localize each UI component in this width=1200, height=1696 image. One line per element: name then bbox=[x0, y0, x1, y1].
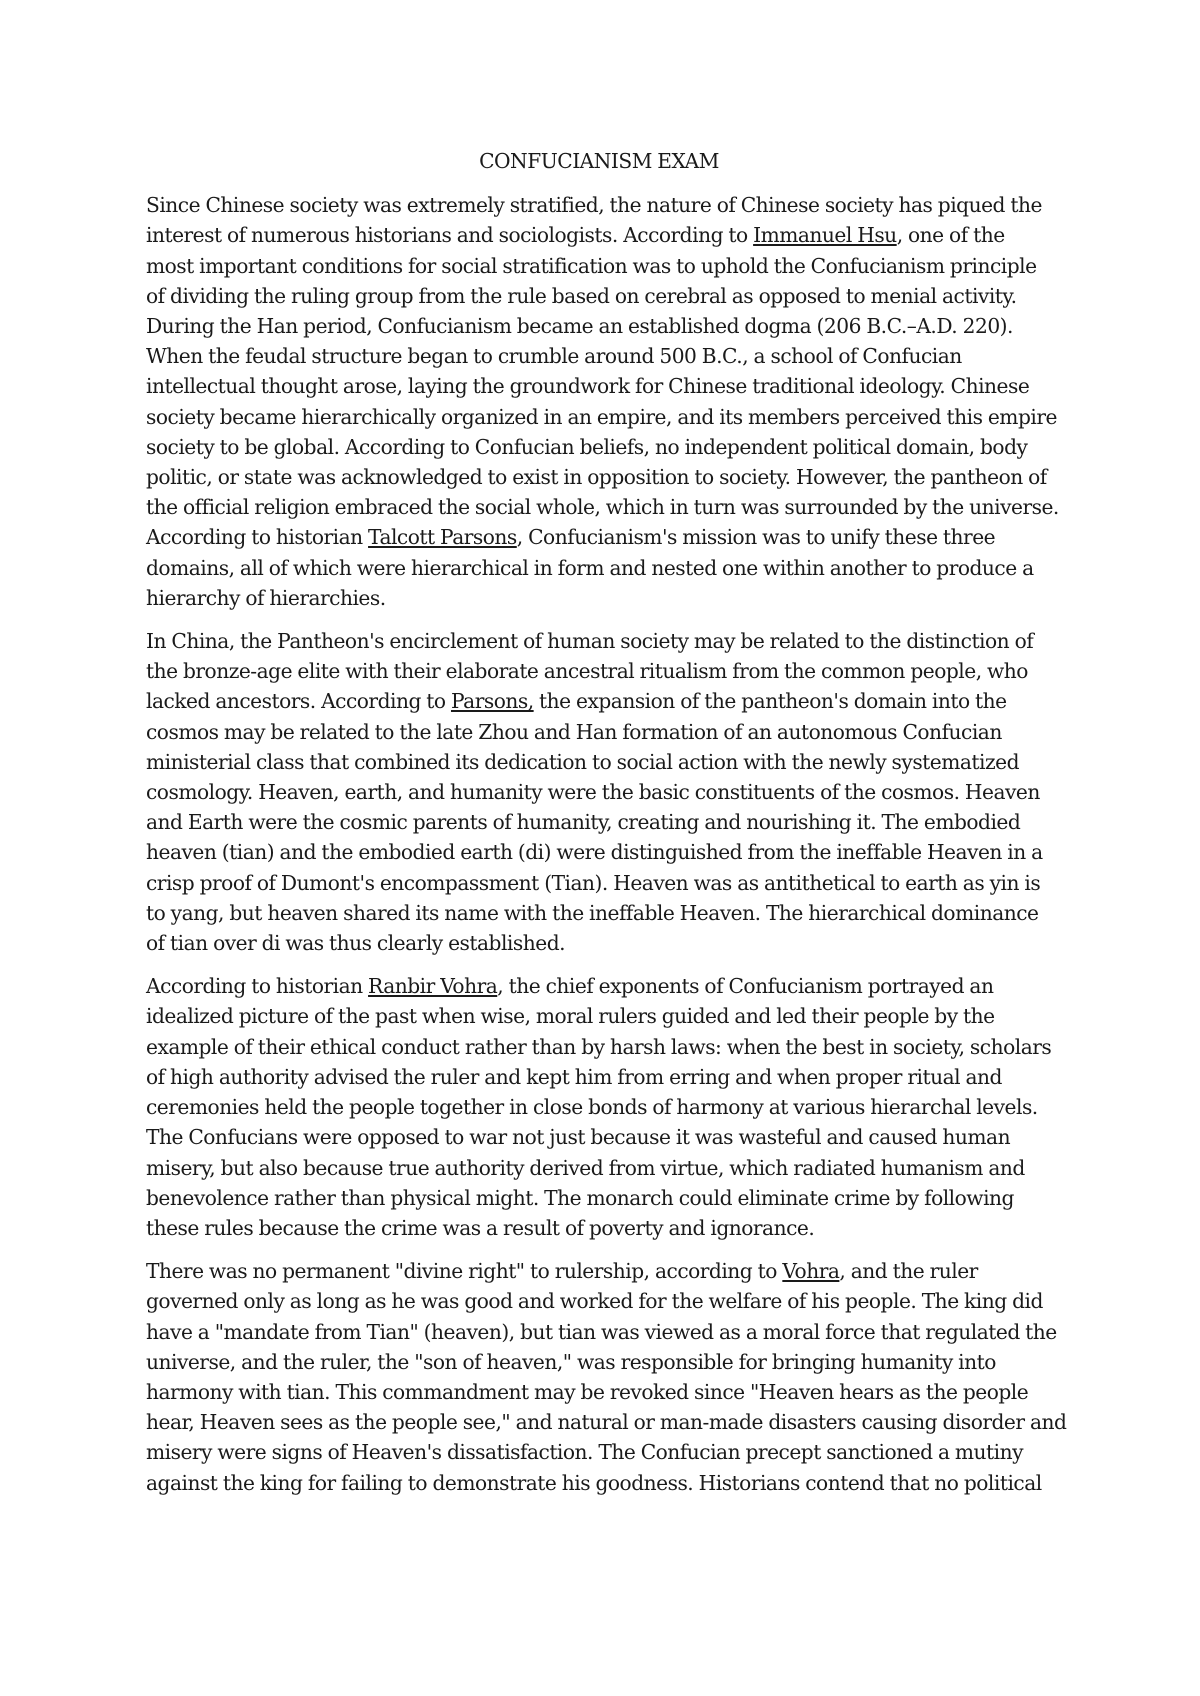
text-line: of tian over di was thus clearly established. bbox=[146, 931, 566, 956]
text-line: domains, all of which were hierarchical in form and nested one within another to produce a bbox=[146, 555, 1034, 580]
text-segment: , one of the bbox=[896, 223, 1005, 248]
text-line: ministerial class that combined its dedication to social action with the newly systematized bbox=[146, 749, 1019, 774]
document-title: CONFUCIANISM EXAM bbox=[479, 149, 719, 173]
link-vohra[interactable]: Vohra bbox=[782, 1259, 840, 1284]
link-parsons[interactable]: Parsons, bbox=[450, 689, 534, 714]
text-line: The Confucians were opposed to war not just because it was wasteful and caused human bbox=[146, 1125, 1011, 1150]
text-line: cosmology. Heaven, earth, and humanity were the basic constituents of the cosmos. Heaven bbox=[146, 780, 1040, 805]
text-line: Since Chinese society was extremely stratified, the nature of Chinese society has piqued the bbox=[146, 193, 1042, 218]
text-segment: the expansion of the pantheon's domain into the bbox=[533, 689, 1007, 714]
text-line: hierarchy of hierarchies. bbox=[146, 585, 386, 610]
text-line: most important conditions for social stratification was to uphold the Confucianism principle bbox=[146, 253, 1037, 278]
text-line: example of their ethical conduct rather than by harsh laws: when the best in society, scholars bbox=[146, 1034, 1052, 1059]
text-line: heaven (tian) and the embodied earth (di) were distinguished from the ineffable Heaven in a bbox=[146, 840, 1043, 865]
paragraph-4 bbox=[146, 1256, 1067, 1498]
text-line: society to be global. According to Confucian beliefs, no independent political domain, body bbox=[146, 434, 1028, 459]
text-line: governed only as long as he was good and worked for the welfare of his people. The king did bbox=[146, 1289, 1043, 1314]
text-line: these rules because the crime was a result of poverty and ignorance. bbox=[146, 1215, 815, 1240]
text-line bbox=[146, 971, 1052, 1001]
text-line bbox=[146, 220, 1052, 250]
document-body bbox=[146, 146, 1067, 1511]
text-line: When the feudal structure began to crumble around 500 B.C., a school of Confucian bbox=[146, 344, 962, 369]
text-line: the official religion embraced the social whole, which in turn was surrounded by the universe. bbox=[146, 495, 1059, 520]
text-line: harmony with tian. This commandment may be revoked since "Heaven hears as the people bbox=[146, 1379, 1029, 1404]
text-line bbox=[146, 1256, 1052, 1286]
text-line bbox=[146, 686, 1052, 716]
text-line: In China, the Pantheon's encirclement of human society may be related to the distinction of bbox=[146, 629, 1034, 654]
text-line: to yang, but heaven shared its name with the ineffable Heaven. The hierarchical dominance bbox=[146, 900, 1039, 925]
text-segment: According to historian bbox=[146, 525, 369, 550]
text-line: have a "mandate from Tian" (heaven), but tian was viewed as a moral force that regulated the bbox=[146, 1319, 1057, 1344]
text-line: ceremonies held the people together in close bonds of harmony at various hierarchal levels. bbox=[146, 1095, 1038, 1120]
text-line: hear, Heaven sees as the people see," and natural or man-made disasters causing disorder and bbox=[146, 1410, 1067, 1435]
text-line: universe, and the ruler, the "son of heaven," was responsible for bringing humanity into bbox=[146, 1349, 996, 1374]
paragraph-1 bbox=[146, 190, 1059, 613]
text-line: crisp proof of Dumont's encompassment (Tian). Heaven was as antithetical to earth as yin is bbox=[146, 870, 1041, 895]
link-talcott-parsons[interactable]: Talcott Parsons bbox=[368, 525, 517, 550]
text-segment: , Confucianism's mission was to unify these three bbox=[516, 525, 996, 550]
text-line bbox=[146, 522, 1052, 552]
link-immanuel-hsu[interactable]: Immanuel Hsu bbox=[753, 223, 897, 248]
text-line: of high authority advised the ruler and kept him from erring and when proper ritual and bbox=[146, 1064, 1002, 1089]
text-line: idealized picture of the past when wise, moral rulers guided and led their people by the bbox=[146, 1004, 995, 1029]
text-line: benevolence rather than physical might. The monarch could eliminate crime by following bbox=[146, 1185, 1014, 1210]
text-segment: According to historian bbox=[146, 974, 369, 999]
text-line: of dividing the ruling group from the rule based on cerebral as opposed to menial activity. bbox=[146, 283, 1017, 308]
paragraph-3 bbox=[146, 971, 1052, 1243]
text-line: the bronze-age elite with their elaborate ancestral ritualism from the common people, who bbox=[146, 659, 1028, 684]
text-line: against the king for failing to demonstrate his goodness. Historians contend that no political bbox=[146, 1470, 1042, 1495]
text-line: society became hierarchically organized in an empire, and its members perceived this empire bbox=[146, 404, 1057, 429]
text-line: During the Han period, Confucianism became an established dogma (206 B.C.–A.D. 220). bbox=[146, 314, 1013, 339]
text-segment: There was no permanent "divine right" to rulership, according to bbox=[146, 1259, 783, 1284]
text-line: misery were signs of Heaven's dissatisfaction. The Confucian precept sanctioned a mutiny bbox=[146, 1440, 1024, 1465]
text-line: misery, but also because true authority derived from virtue, which radiated humanism and bbox=[146, 1155, 1025, 1180]
text-segment: , the chief exponents of Confucianism portrayed an bbox=[497, 974, 994, 999]
link-ranbir-vohra[interactable]: Ranbir Vohra bbox=[368, 974, 498, 999]
text-segment: interest of numerous historians and sociologists. According to bbox=[146, 223, 754, 248]
text-line: politic, or state was acknowledged to exist in opposition to society. However, the pantheon of bbox=[146, 465, 1047, 490]
text-segment: lacked ancestors. According to bbox=[146, 689, 451, 714]
paragraph-2 bbox=[146, 626, 1052, 958]
text-line: intellectual thought arose, laying the groundwork for Chinese traditional ideology. Chinese bbox=[146, 374, 1030, 399]
text-segment: , and the ruler bbox=[839, 1259, 978, 1284]
text-line: cosmos may be related to the late Zhou and Han formation of an autonomous Confucian bbox=[146, 719, 1002, 744]
text-line: and Earth were the cosmic parents of humanity, creating and nourishing it. The embodied bbox=[146, 810, 1021, 835]
